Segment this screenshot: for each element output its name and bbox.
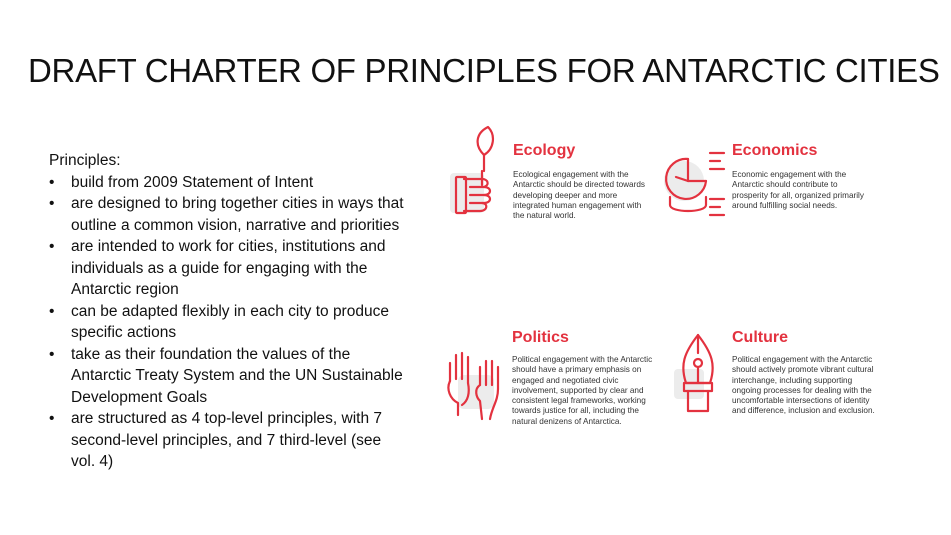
bullet: • xyxy=(49,173,55,191)
list-item xyxy=(49,301,409,344)
list-item xyxy=(49,193,409,236)
pie-chart-icon xyxy=(662,143,728,223)
culture-title: Culture xyxy=(732,329,788,346)
list-item-text: build from 2009 Statement of Intent xyxy=(71,173,314,191)
ecology-text: Ecological engagement with the Antarctic should be directed towards developing deeper and more integrated human engagement with the natural world. xyxy=(513,170,645,221)
economics-card xyxy=(662,125,877,250)
politics-card xyxy=(440,325,655,470)
principles-list xyxy=(49,172,409,473)
list-item-text: are intended to work for cities, institutions and individuals as a guide for engaging with the Antarctic region xyxy=(71,238,386,298)
ecology-card xyxy=(444,125,654,250)
pen-nib-icon xyxy=(668,331,728,417)
list-item xyxy=(49,344,409,409)
culture-card xyxy=(662,325,882,470)
list-item xyxy=(49,408,409,473)
principles-list-section xyxy=(49,150,409,473)
list-item-text: are structured as 4 top-level principles, with 7 second-level principles, and 7 third-level (see vol. 4) xyxy=(71,410,383,470)
page-title: DRAFT CHARTER OF PRINCIPLES FOR ANTARCTIC CITIES xyxy=(28,52,940,89)
bullet: • xyxy=(49,345,55,363)
leaf-hand-icon xyxy=(444,125,510,225)
raised-hands-icon xyxy=(440,345,506,425)
politics-text: Political engagement with the Antarctic should have a primary emphasis on engaged and negotiated civic involvement, supported by clear and consistent legal frameworks, working towards justice for all, including the natural denizens of Antarctica. xyxy=(512,355,653,426)
culture-text: Political engagement with the Antarctic should actively promote vibrant cultural interchange, including supporting ongoing processes for dealing with the uncomfortable intersections of identity and difference, inclusion and exclusion. xyxy=(732,355,875,416)
economics-text: Economic engagement with the Antarctic should contribute to prosperity for all, organized primarily around fulfilling social needs. xyxy=(732,170,864,210)
list-item xyxy=(49,236,409,301)
bullet: • xyxy=(49,302,55,320)
list-item-text: are designed to bring together cities in ways that outline a common vision, narrative and priorities xyxy=(71,195,404,234)
economics-title: Economics xyxy=(732,142,818,159)
bullet: • xyxy=(49,195,55,212)
list-item-text: take as their foundation the values of the Antarctic Treaty System and the UN Sustainable Development Goals xyxy=(71,345,403,406)
list-item-text: can be adapted flexibly in each city to produce specific actions xyxy=(71,302,389,341)
politics-title: Politics xyxy=(512,329,569,346)
principles-heading: Principles: xyxy=(49,152,121,169)
bullet: • xyxy=(49,410,55,427)
ecology-title: Ecology xyxy=(513,142,576,159)
bullet: • xyxy=(49,238,55,255)
list-item xyxy=(49,172,409,194)
